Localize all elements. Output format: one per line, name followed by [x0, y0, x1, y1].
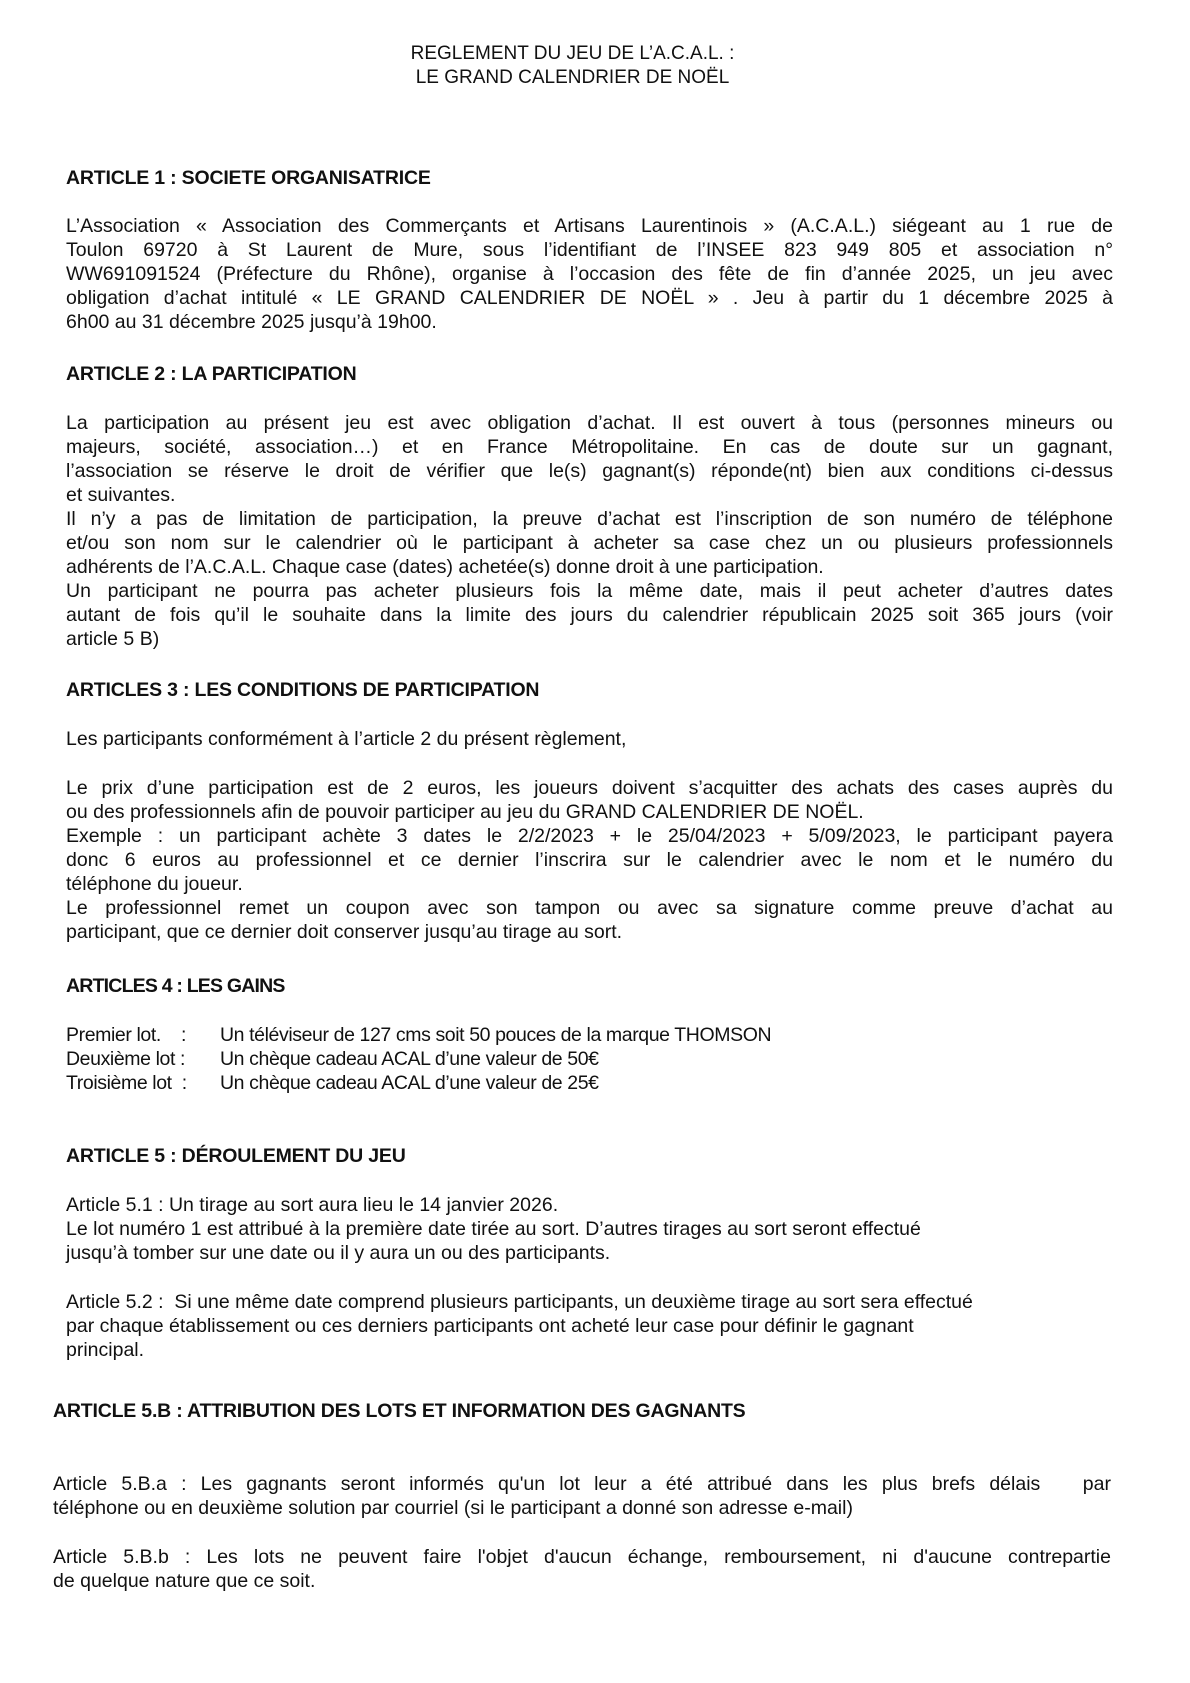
article-5b-a-line: téléphone ou en deuxième solution par courriel (si le participant a donné son adresse e-mail) [53, 1497, 853, 1519]
prize-value: Un chèque cadeau ACAL d’une valeur de 50€ [220, 1048, 599, 1070]
article-5b-a-line: Article 5.B.a : Les gagnants seront informés qu'un lot leur a été attribué dans les plus brefs délais par [53, 1473, 1111, 1495]
article-3-intro: Les participants conformément à l’article 2 du présent règlement, [66, 728, 627, 750]
prize-row [66, 1071, 771, 1095]
article-5b-heading: ARTICLE 5.B : ATTRIBUTION DES LOTS ET INFORMATION DES GAGNANTS [53, 1400, 746, 1422]
article-2-line: et/ou son nom sur le calendrier où le participant à acheter sa case chez un ou plusieurs professionnels [66, 532, 1113, 554]
article-2-line: article 5 B) [66, 628, 160, 650]
article-1-line: WW691091524 (Préfecture du Rhône), organise à l’occasion des fête de fin d’année 2025, un jeu avec [66, 263, 1113, 285]
title-line-2: LE GRAND CALENDRIER DE NOËL [415, 67, 730, 88]
article-3-line: Le professionnel remet un coupon avec son tampon ou avec sa signature comme preuve d’achat au [66, 897, 1113, 919]
article-2-line: Un participant ne pourra pas acheter plusieurs fois la même date, mais il peut acheter d’autres dates [66, 580, 1113, 602]
article-5-2-line: par chaque établissement ou ces derniers participants ont acheté leur case pour définir le gagnant [66, 1315, 914, 1337]
article-1-heading: ARTICLE 1 : SOCIETE ORGANISATRICE [66, 167, 431, 189]
article-3-line: Exemple : un participant achète 3 dates le 2/2/2023 + le 25/04/2023 + 5/09/2023, le participant payera [66, 825, 1113, 847]
prize-value: Un téléviseur de 127 cms soit 50 pouces de la marque THOMSON [220, 1024, 772, 1046]
prize-value: Un chèque cadeau ACAL d’une valeur de 25€ [220, 1072, 599, 1094]
prize-label: Deuxième lot : [66, 1048, 186, 1070]
article-5-heading: ARTICLE 5 : DÉROULEMENT DU JEU [66, 1145, 406, 1167]
article-5-1-line: Le lot numéro 1 est attribué à la première date tirée au sort. D’autres tirages au sort seront effectué [66, 1218, 921, 1240]
prize-row [66, 1047, 771, 1071]
article-3-line: Le prix d’une participation est de 2 euros, les joueurs doivent s’acquitter des achats des cases auprès du [66, 777, 1113, 799]
prizes-list [66, 1023, 771, 1095]
article-5b-b-line: Article 5.B.b : Les lots ne peuvent faire l'objet d'aucun échange, remboursement, ni d'aucune contrepartie [53, 1546, 1111, 1568]
article-1-line: Toulon 69720 à St Laurent de Mure, sous l’identifiant de l’INSEE 823 949 805 et association n° [66, 239, 1113, 261]
article-2-line: La participation au présent jeu est avec obligation d’achat. Il est ouvert à tous (personnes mineurs ou [66, 412, 1113, 434]
article-2-line: l’association se réserve le droit de vérifier que le(s) gagnant(s) réponde(nt) bien aux conditions ci-dessus [66, 460, 1113, 482]
article-5-2-line: Article 5.2 : Si une même date comprend plusieurs participants, un deuxième tirage au sort sera effectué [66, 1291, 973, 1313]
title-line-1: REGLEMENT DU JEU DE L’A.C.A.L. : [410, 43, 735, 64]
article-2-line: majeurs, société, association…) et en France Métropolitaine. En cas de doute sur un gagnant, [66, 436, 1113, 458]
article-4-heading: ARTICLES 4 : LES GAINS [66, 975, 285, 997]
article-3-heading: ARTICLES 3 : LES CONDITIONS DE PARTICIPATION [66, 679, 540, 701]
article-5-2-line: principal. [66, 1339, 145, 1361]
article-5-1-line: jusqu’à tomber sur une date ou il y aura un ou des participants. [66, 1242, 611, 1264]
article-2-body [66, 411, 1113, 651]
article-5-2-body [66, 1290, 973, 1362]
article-2-line: Il n’y a pas de limitation de participation, la preuve d’achat est l’inscription de son numéro de téléphone [66, 508, 1113, 530]
prize-label: Premier lot. : [66, 1024, 186, 1046]
article-1-line: obligation d’achat intitulé « LE GRAND CALENDRIER DE NOËL » . Jeu à partir du 1 décembre 2025 à [66, 287, 1113, 309]
article-5b-b-line: de quelque nature que ce soit. [53, 1570, 316, 1592]
article-3-line: téléphone du joueur. [66, 873, 243, 895]
article-3-body [66, 776, 1113, 944]
article-1-line: L’Association « Association des Commerçants et Artisans Laurentinois » (A.C.A.L.) siégeant au 1 rue de [66, 215, 1113, 237]
article-1-body [66, 214, 1113, 334]
article-5b-a-body [53, 1472, 1111, 1520]
article-2-heading: ARTICLE 2 : LA PARTICIPATION [66, 363, 357, 385]
article-3-line: participant, que ce dernier doit conserver jusqu’au tirage au sort. [66, 921, 623, 943]
article-2-line: et suivantes. [66, 484, 176, 506]
article-5b-b-body [53, 1545, 1111, 1593]
article-3-line: donc 6 euros au professionnel et ce dernier l’inscrira sur le calendrier avec le nom et le numéro du [66, 849, 1113, 871]
article-3-line: ou des professionnels afin de pouvoir participer au jeu du GRAND CALENDRIER DE NOËL. [66, 801, 864, 823]
document-title [0, 42, 1145, 90]
prize-label: Troisième lot : [66, 1072, 187, 1094]
article-2-line: adhérents de l’A.C.A.L. Chaque case (dates) achetée(s) donne droit à une participation. [66, 556, 824, 578]
article-1-line: 6h00 au 31 décembre 2025 jusqu’à 19h00. [66, 311, 437, 333]
article-2-line: autant de fois qu’il le souhaite dans la limite des jours du calendrier républicain 2025 soit 365 jours (voir [66, 604, 1113, 626]
prize-row [66, 1023, 771, 1047]
article-5-1-body [66, 1193, 921, 1265]
article-5-1-line: Article 5.1 : Un tirage au sort aura lieu le 14 janvier 2026. [66, 1194, 559, 1216]
